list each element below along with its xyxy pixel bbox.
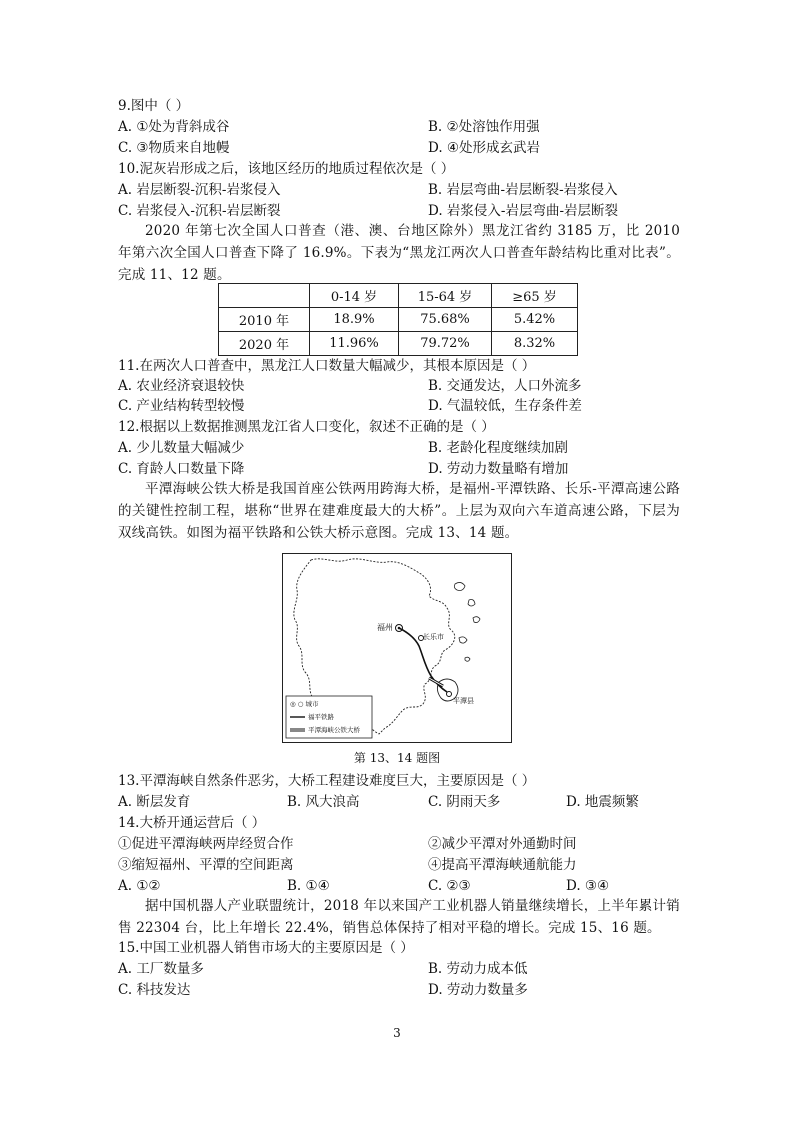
q14-stem: 14.大桥开通运营后（ ） — [118, 815, 266, 831]
table-cell: 18.9% — [310, 308, 399, 332]
map-label-changle: 长乐市 — [423, 633, 444, 641]
q11-option-b: B. 交通发达，人口外流多 — [428, 378, 582, 394]
island-shape — [454, 582, 465, 590]
figure-caption: 第 13、14 题图 — [353, 751, 441, 765]
table-header-cell: 0-14 岁 — [310, 284, 399, 308]
q10-option-c: C. 岩浆侵入-沉积-岩层断裂 — [118, 203, 281, 219]
q12-option-b: B. 老龄化程度继续加剧 — [428, 440, 569, 456]
q12-option-d: D. 劳动力数量略有增加 — [428, 461, 569, 477]
q14-statement-4: ④提高平潭海峡通航能力 — [428, 857, 577, 873]
island-shape — [465, 657, 470, 661]
q15-stem: 15.中国工业机器人销售市场大的主要原因是（ ） — [118, 940, 414, 956]
legend-bridge-label: 平潭海峡公铁大桥 — [308, 726, 360, 734]
q9-stem: 9.图中（ ） — [118, 98, 190, 114]
q14-statement-2: ②减少平潭对外通勤时间 — [428, 836, 577, 852]
q9-option-d: D. ④处形成玄武岩 — [428, 140, 541, 156]
map-label-fuzhou: 福州 — [377, 623, 393, 632]
table-row — [219, 332, 578, 356]
q12-option-a: A. 少儿数量大幅减少 — [118, 440, 245, 456]
table-header-cell: 15-64 岁 — [399, 284, 492, 308]
q13-stem: 13.平潭海峡自然条件恶劣，大桥工程建设难度巨大，主要原因是（ ） — [118, 773, 536, 789]
table-cell: 8.32% — [492, 332, 578, 356]
table-cell: 75.68% — [399, 308, 492, 332]
table-row — [219, 308, 578, 332]
q10-option-d: D. 岩浆侵入-岩层弯曲-岩层断裂 — [428, 203, 619, 219]
legend-city-label: ◎ ○ 城市 — [290, 700, 319, 708]
island-shape — [459, 637, 467, 643]
map-figure — [282, 553, 512, 743]
passage-robots: 据中国机器人产业联盟统计，2018 年以来国产工业机器人销量继续增长，上半年累计销售 22304 台，比上年增长 22.4%，销售总体保持了相对平稳的增长。完成 15、16 题。 — [118, 898, 680, 936]
q9-option-a: A. ①处为背斜成谷 — [118, 119, 230, 135]
q14-option-c: C. ②③ — [428, 878, 471, 894]
table-cell: 2010 年 — [219, 308, 310, 332]
q9-option-c: C. ③物质来自地幔 — [118, 140, 230, 156]
pingtan-city-marker — [447, 692, 452, 697]
legend-rail-label: 福平铁路 — [308, 713, 334, 721]
table-header-cell: ≥65 岁 — [492, 284, 578, 308]
q15-option-b: B. 劳动力成本低 — [428, 961, 528, 977]
q10-option-a: A. 岩层断裂-沉积-岩浆侵入 — [118, 182, 281, 198]
q9-option-b: B. ②处溶蚀作用强 — [428, 119, 540, 135]
q14-option-a: A. ①② — [118, 878, 161, 894]
q12-stem: 12.根据以上数据推测黑龙江省人口变化，叙述不正确的是（ ） — [118, 419, 495, 435]
q15-option-a: A. 工厂数量多 — [118, 961, 204, 977]
q10-option-b: B. 岩层弯曲-岩层断裂-岩浆侵入 — [428, 182, 618, 198]
table-cell: 2020 年 — [219, 332, 310, 356]
q10-stem: 10.泥灰岩形成之后，该地区经历的地质过程依次是（ ） — [118, 161, 455, 177]
table-cell: 79.72% — [399, 332, 492, 356]
q11-option-c: C. 产业结构转型较慢 — [118, 398, 245, 414]
q13-option-c: C. 阴雨天多 — [428, 794, 501, 810]
island-shape — [468, 600, 475, 607]
page-number: 3 — [393, 1026, 401, 1040]
q12-option-c: C. 育龄人口数量下降 — [118, 461, 245, 477]
q15-option-d: D. 劳动力数量多 — [428, 982, 528, 998]
population-table — [218, 283, 578, 356]
table-cell: 5.42% — [492, 308, 578, 332]
q11-option-a: A. 农业经济衰退较快 — [118, 378, 245, 394]
q14-option-b: B. ①④ — [287, 878, 330, 894]
passage-pingtan-bridge: 平潭海峡公铁大桥是我国首座公铁两用跨海大桥，是福州-平潭铁路、长乐-平潭高速公路的关键性控制工程，堪称“世界在建难度最大的大桥”。上层为双向六车道高速公路，下层为双线高铁。如图为福平铁路和公铁大桥示意图。完成 13、14 题。 — [118, 481, 680, 541]
q13-option-d: D. 地震频繁 — [566, 794, 639, 810]
table-header-row — [219, 284, 578, 308]
table-header-cell — [219, 284, 310, 308]
q11-option-d: D. 气温较低，生存条件差 — [428, 398, 582, 414]
q13-option-b: B. 风大浪高 — [287, 794, 360, 810]
island-shape — [473, 617, 480, 623]
q14-statement-1: ①促进平潭海峡两岸经贸合作 — [118, 836, 294, 852]
table-cell: 11.96% — [310, 332, 399, 356]
q13-option-a: A. 断层发育 — [118, 794, 191, 810]
q15-option-c: C. 科技发达 — [118, 982, 191, 998]
q14-option-d: D. ③④ — [566, 878, 610, 894]
q11-stem: 11.在两次人口普查中，黑龙江人口数量大幅减少，其根本原因是（ ） — [118, 358, 536, 374]
passage-heilongjiang: 2020 年第七次全国人口普查（港、澳、台地区除外）黑龙江省约 3185 万，比 2010 年第六次全国人口普查下降了 16.9%。下表为“黑龙江两次人口普查年龄结构比重对比表”。完成 11、12 题。 — [118, 223, 680, 283]
map-label-pingtan: 平潭县 — [453, 697, 474, 705]
q14-statement-3: ③缩短福州、平潭的空间距离 — [118, 857, 294, 873]
